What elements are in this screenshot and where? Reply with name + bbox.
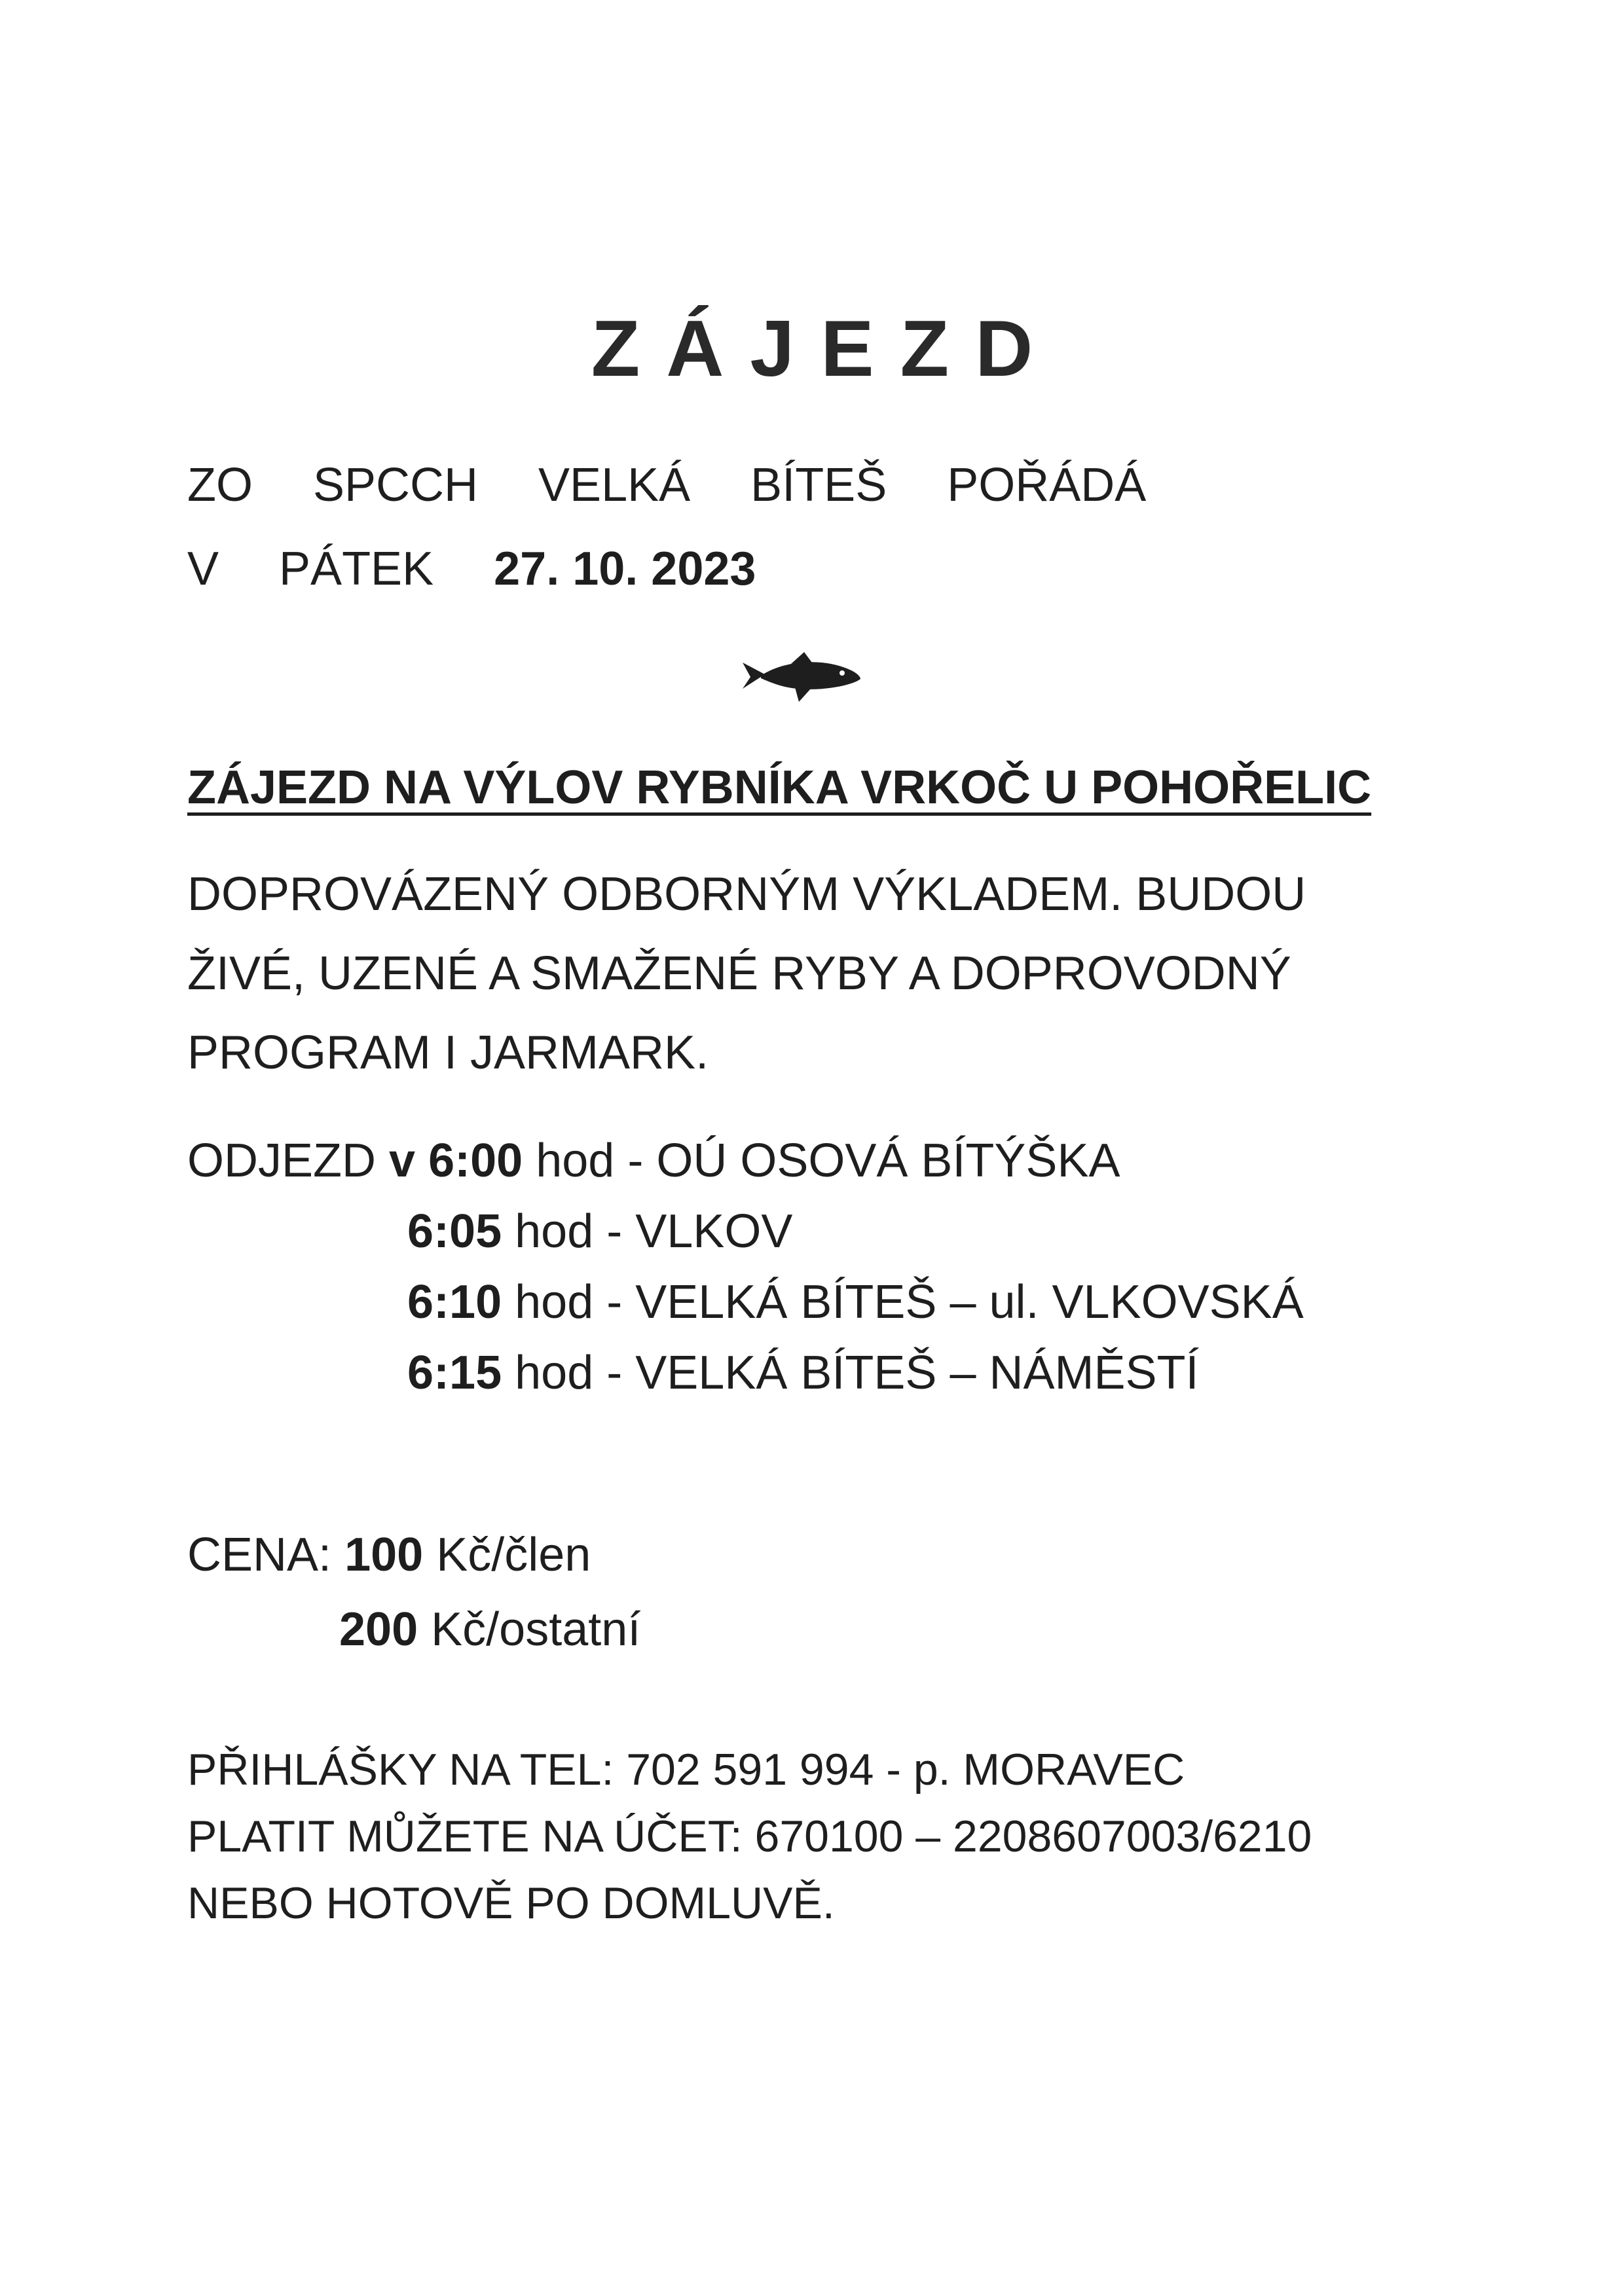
organizer-word: ZO xyxy=(187,459,253,511)
departure-stop: hod - VELKÁ BÍTEŠ – ul. VLKOVSKÁ xyxy=(515,1276,1304,1328)
organizer-word: POŘÁDÁ xyxy=(947,459,1147,511)
event-date: 27. 10. 2023 xyxy=(494,543,756,595)
organizer-word: VELKÁ xyxy=(538,459,691,511)
departure-label: ODJEZD xyxy=(187,1135,376,1187)
date-line xyxy=(187,542,756,596)
departure-stop: hod - VLKOV xyxy=(515,1205,793,1258)
departure-row xyxy=(407,1275,1304,1329)
departure-time: 6:00 xyxy=(428,1135,523,1187)
price-unit: Kč/člen xyxy=(436,1529,591,1581)
contact-account: PLATIT MŮŽETE NA ÚČET: 670100 – 2208607003/6210 xyxy=(187,1812,1312,1861)
contact-phone: PŘIHLÁŠKY NA TEL: 702 591 994 - p. MORAVEC xyxy=(187,1745,1185,1795)
departure-row xyxy=(407,1346,1199,1400)
departure-time: 6:05 xyxy=(407,1205,502,1258)
price-row xyxy=(187,1528,591,1582)
price-label: CENA: xyxy=(187,1529,332,1581)
departure-row xyxy=(407,1205,792,1258)
departure-row xyxy=(187,1134,1120,1188)
departure-time: 6:15 xyxy=(407,1347,502,1399)
description-line: DOPROVÁZENÝ ODBORNÝM VÝKLADEM. BUDOU xyxy=(187,868,1306,920)
fish-icon xyxy=(739,648,863,707)
date-prefix: V xyxy=(187,543,219,595)
price-row xyxy=(339,1603,640,1656)
departure-prefix: v xyxy=(389,1135,416,1187)
description-line: PROGRAM I JARMARK. xyxy=(187,1027,709,1079)
departure-stop: hod - OÚ OSOVÁ BÍTÝŠKA xyxy=(536,1135,1120,1187)
departure-time: 6:10 xyxy=(407,1276,502,1328)
page-title: ZÁJEZD xyxy=(591,304,1060,393)
price-unit: Kč/ostatní xyxy=(431,1603,641,1656)
contact-cash: NEBO HOTOVĚ PO DOMLUVĚ. xyxy=(187,1878,835,1928)
price-amount: 200 xyxy=(339,1603,418,1656)
organizer-line xyxy=(187,458,1146,512)
description-line: ŽIVÉ, UZENÉ A SMAŽENÉ RYBY A DOPROVODNÝ xyxy=(187,947,1291,1000)
event-description xyxy=(187,855,1562,1093)
organizer-word: BÍTEŠ xyxy=(750,459,887,511)
departure-stop: hod - VELKÁ BÍTEŠ – NÁMĚSTÍ xyxy=(515,1347,1199,1399)
date-day: PÁTEK xyxy=(279,543,434,595)
price-amount: 100 xyxy=(344,1529,424,1581)
event-headline: ZÁJEZD NA VÝLOV RYBNÍKA VRKOČ U POHOŘELIC xyxy=(187,761,1372,814)
organizer-word: SPCCH xyxy=(312,459,479,511)
